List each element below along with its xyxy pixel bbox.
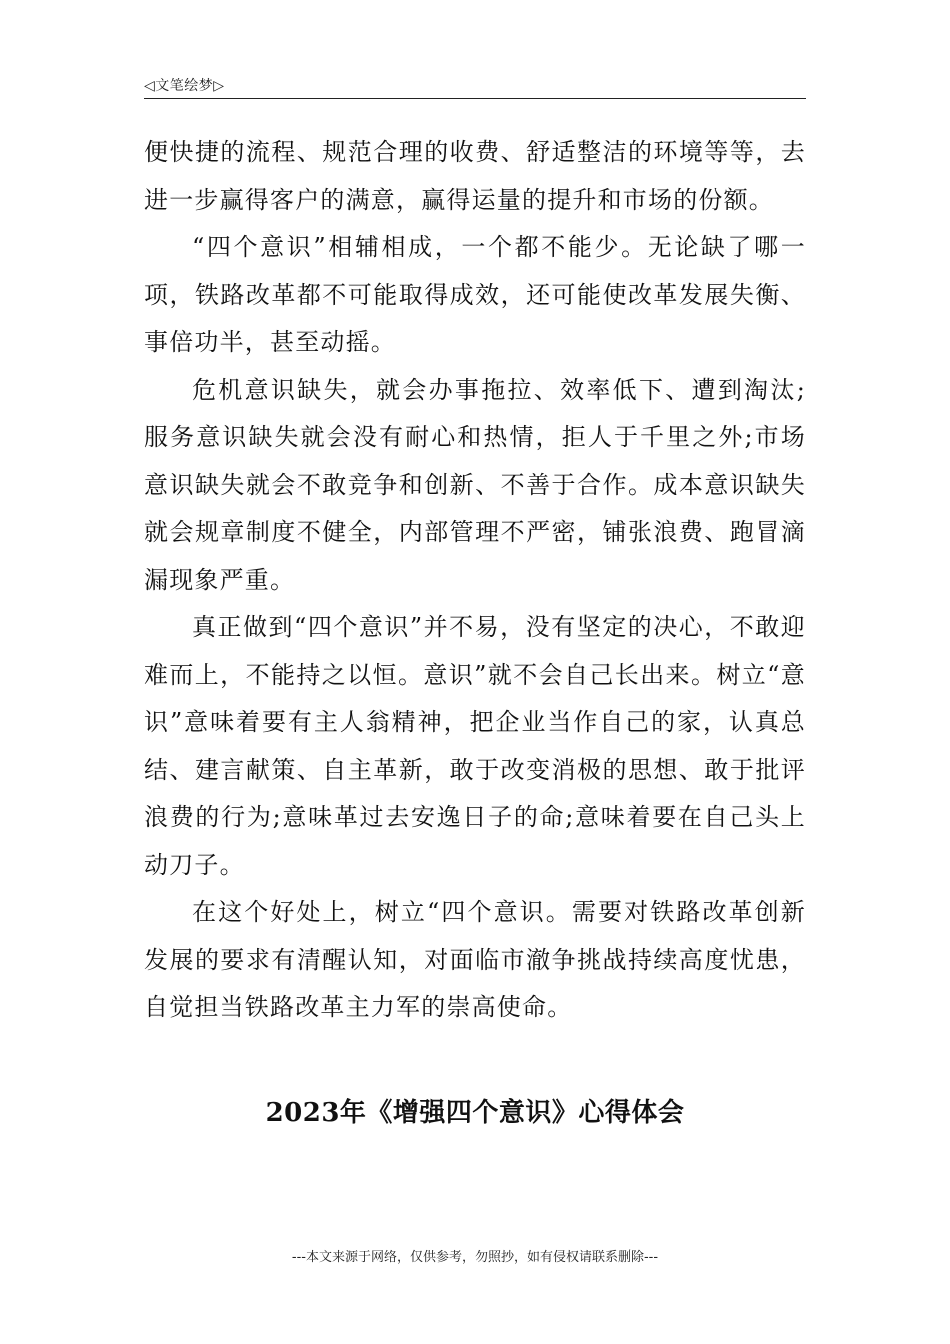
page-footer: ---本文来源于网络，仅供参考，勿照抄，如有侵权请联系删除--- (291, 1250, 659, 1265)
paragraph-continuation: 便快捷的流程、规范合理的收费、舒适整洁的环境等等，去进一步赢得客户的满意，赢得运量的提升和市场的份额。 (144, 138, 806, 214)
body-text (144, 129, 806, 1032)
paragraph-four-awareness: “四个意识”相辅相成，一个都不能少。无论缺了哪一项，铁路改革都不可能取得成效，还可能使改革发展失衡、事倍功半，甚至动摇。 (144, 233, 806, 356)
paragraph-conclusion: 在这个好处上，树立“四个意识。需要对铁路改革创新发展的要求有清醒认知，对面临市澈争挑战持续高度忧患，自觉担当铁路改革主力军的崇高使命。 (144, 898, 806, 1021)
header-brand-text: ◁文笔绘梦▷ (144, 78, 225, 94)
page-header (144, 74, 806, 99)
paragraph-true-practice: 真正做到“四个意识”并不易，没有坚定的决心，不敢迎难而上，不能持之以恒。意识”就不会自己长出来。树立“意识”意味着要有主人翁精神，把企业当作自己的家，认真总结、建言献策、自主革新，敢于改变消极的思想、敢于批评浪费的行为;意味革过去安逸日子的命;意味着要在自己头上动刀子。 (144, 613, 806, 879)
paragraph-awareness-loss: 危机意识缺失，就会办事拖拉、效率低下、遭到淘汰;服务意识缺失就会没有耐心和热情，拒人于千里之外;市场意识缺失就会不敢竞争和创新、不善于合作。成本意识缺失就会规章制度不健全，内部管理不严密，铺张浪费、跑冒滴漏现象严重。 (144, 375, 806, 594)
section-title: 2023年《增强四个意识》心得体会 (265, 1098, 685, 1128)
